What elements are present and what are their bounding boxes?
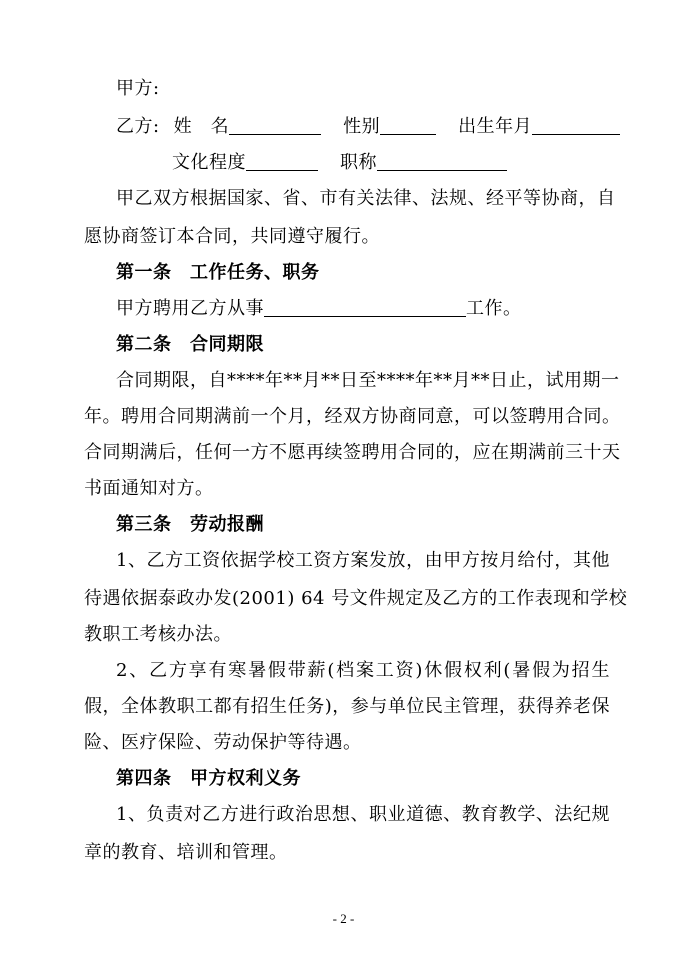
birth-blank[interactable] bbox=[532, 116, 620, 135]
article-2-line-2: 年。聘用合同期满前一个月，经双方协商同意，可以签聘用合同。 bbox=[84, 406, 621, 427]
party-a-label: 甲方: bbox=[116, 78, 160, 99]
article-3-heading: 第三条 劳动报酬 bbox=[116, 514, 264, 535]
name-label: 姓 名 bbox=[173, 116, 230, 137]
article-4-item-1-line-2: 章的教育、培训和管理。 bbox=[84, 842, 288, 863]
article-3-item-1-line-3: 教职工考核办法。 bbox=[84, 624, 232, 645]
article-2-line-1: 合同期限，自****年**月**日至****年**月**日止，试用期一 bbox=[116, 370, 620, 391]
article-2-heading: 第二条 合同期限 bbox=[116, 334, 264, 355]
article-3-item-2-line-3: 险、医疗保险、劳动保护等待遇。 bbox=[84, 732, 362, 753]
education-label: 文化程度 bbox=[172, 152, 246, 173]
title-label: 职称 bbox=[340, 152, 377, 173]
article-1-text-before: 甲方聘用乙方从事 bbox=[116, 298, 264, 319]
preamble-line-1: 甲乙双方根据国家、省、市有关法律、法规、经平等协商，自 bbox=[116, 188, 616, 209]
birth-label: 出生年月 bbox=[458, 116, 533, 137]
party-b-row bbox=[116, 116, 620, 138]
education-blank[interactable] bbox=[246, 152, 318, 171]
gender-label: 性别 bbox=[343, 116, 381, 137]
article-2-line-4: 书面通知对方。 bbox=[84, 478, 214, 499]
preamble-line-2: 愿协商签订本合同，共同遵守履行。 bbox=[84, 226, 380, 247]
article-3-item-2-line-1: 2、乙方享有寒暑假带薪(档案工资)休假权利(暑假为招生 bbox=[116, 660, 610, 681]
article-3-item-1-line-1: 1、乙方工资依据学校工资方案发放，由甲方按月给付，其他 bbox=[116, 550, 610, 571]
gender-blank[interactable] bbox=[380, 116, 436, 135]
article-1-text bbox=[116, 298, 522, 320]
page-number: - 2 - bbox=[332, 911, 355, 926]
title-blank[interactable] bbox=[377, 152, 507, 171]
article-4-heading: 第四条 甲方权利义务 bbox=[116, 768, 301, 789]
party-b-prefix: 乙方: bbox=[116, 116, 160, 137]
party-b-row-2 bbox=[172, 152, 507, 174]
name-blank[interactable] bbox=[229, 116, 321, 135]
article-3-item-1-line-2: 待遇依据泰政办发(2001) 64 号文件规定及乙方的工作表现和学校 bbox=[84, 588, 628, 609]
article-1-text-after: 工作。 bbox=[466, 298, 522, 319]
article-2-line-3: 合同期满后，任何一方不愿再续签聘用合同的，应在期满前三十天 bbox=[84, 442, 621, 463]
article-3-item-2-line-2: 假，全体教职工都有招生任务)，参与单位民主管理，获得养老保 bbox=[84, 696, 610, 717]
job-blank[interactable] bbox=[264, 298, 466, 317]
article-4-item-1-line-1: 1、负责对乙方进行政治思想、职业道德、教育教学、法纪规 bbox=[116, 804, 610, 825]
article-1-heading: 第一条 工作任务、职务 bbox=[116, 262, 320, 283]
